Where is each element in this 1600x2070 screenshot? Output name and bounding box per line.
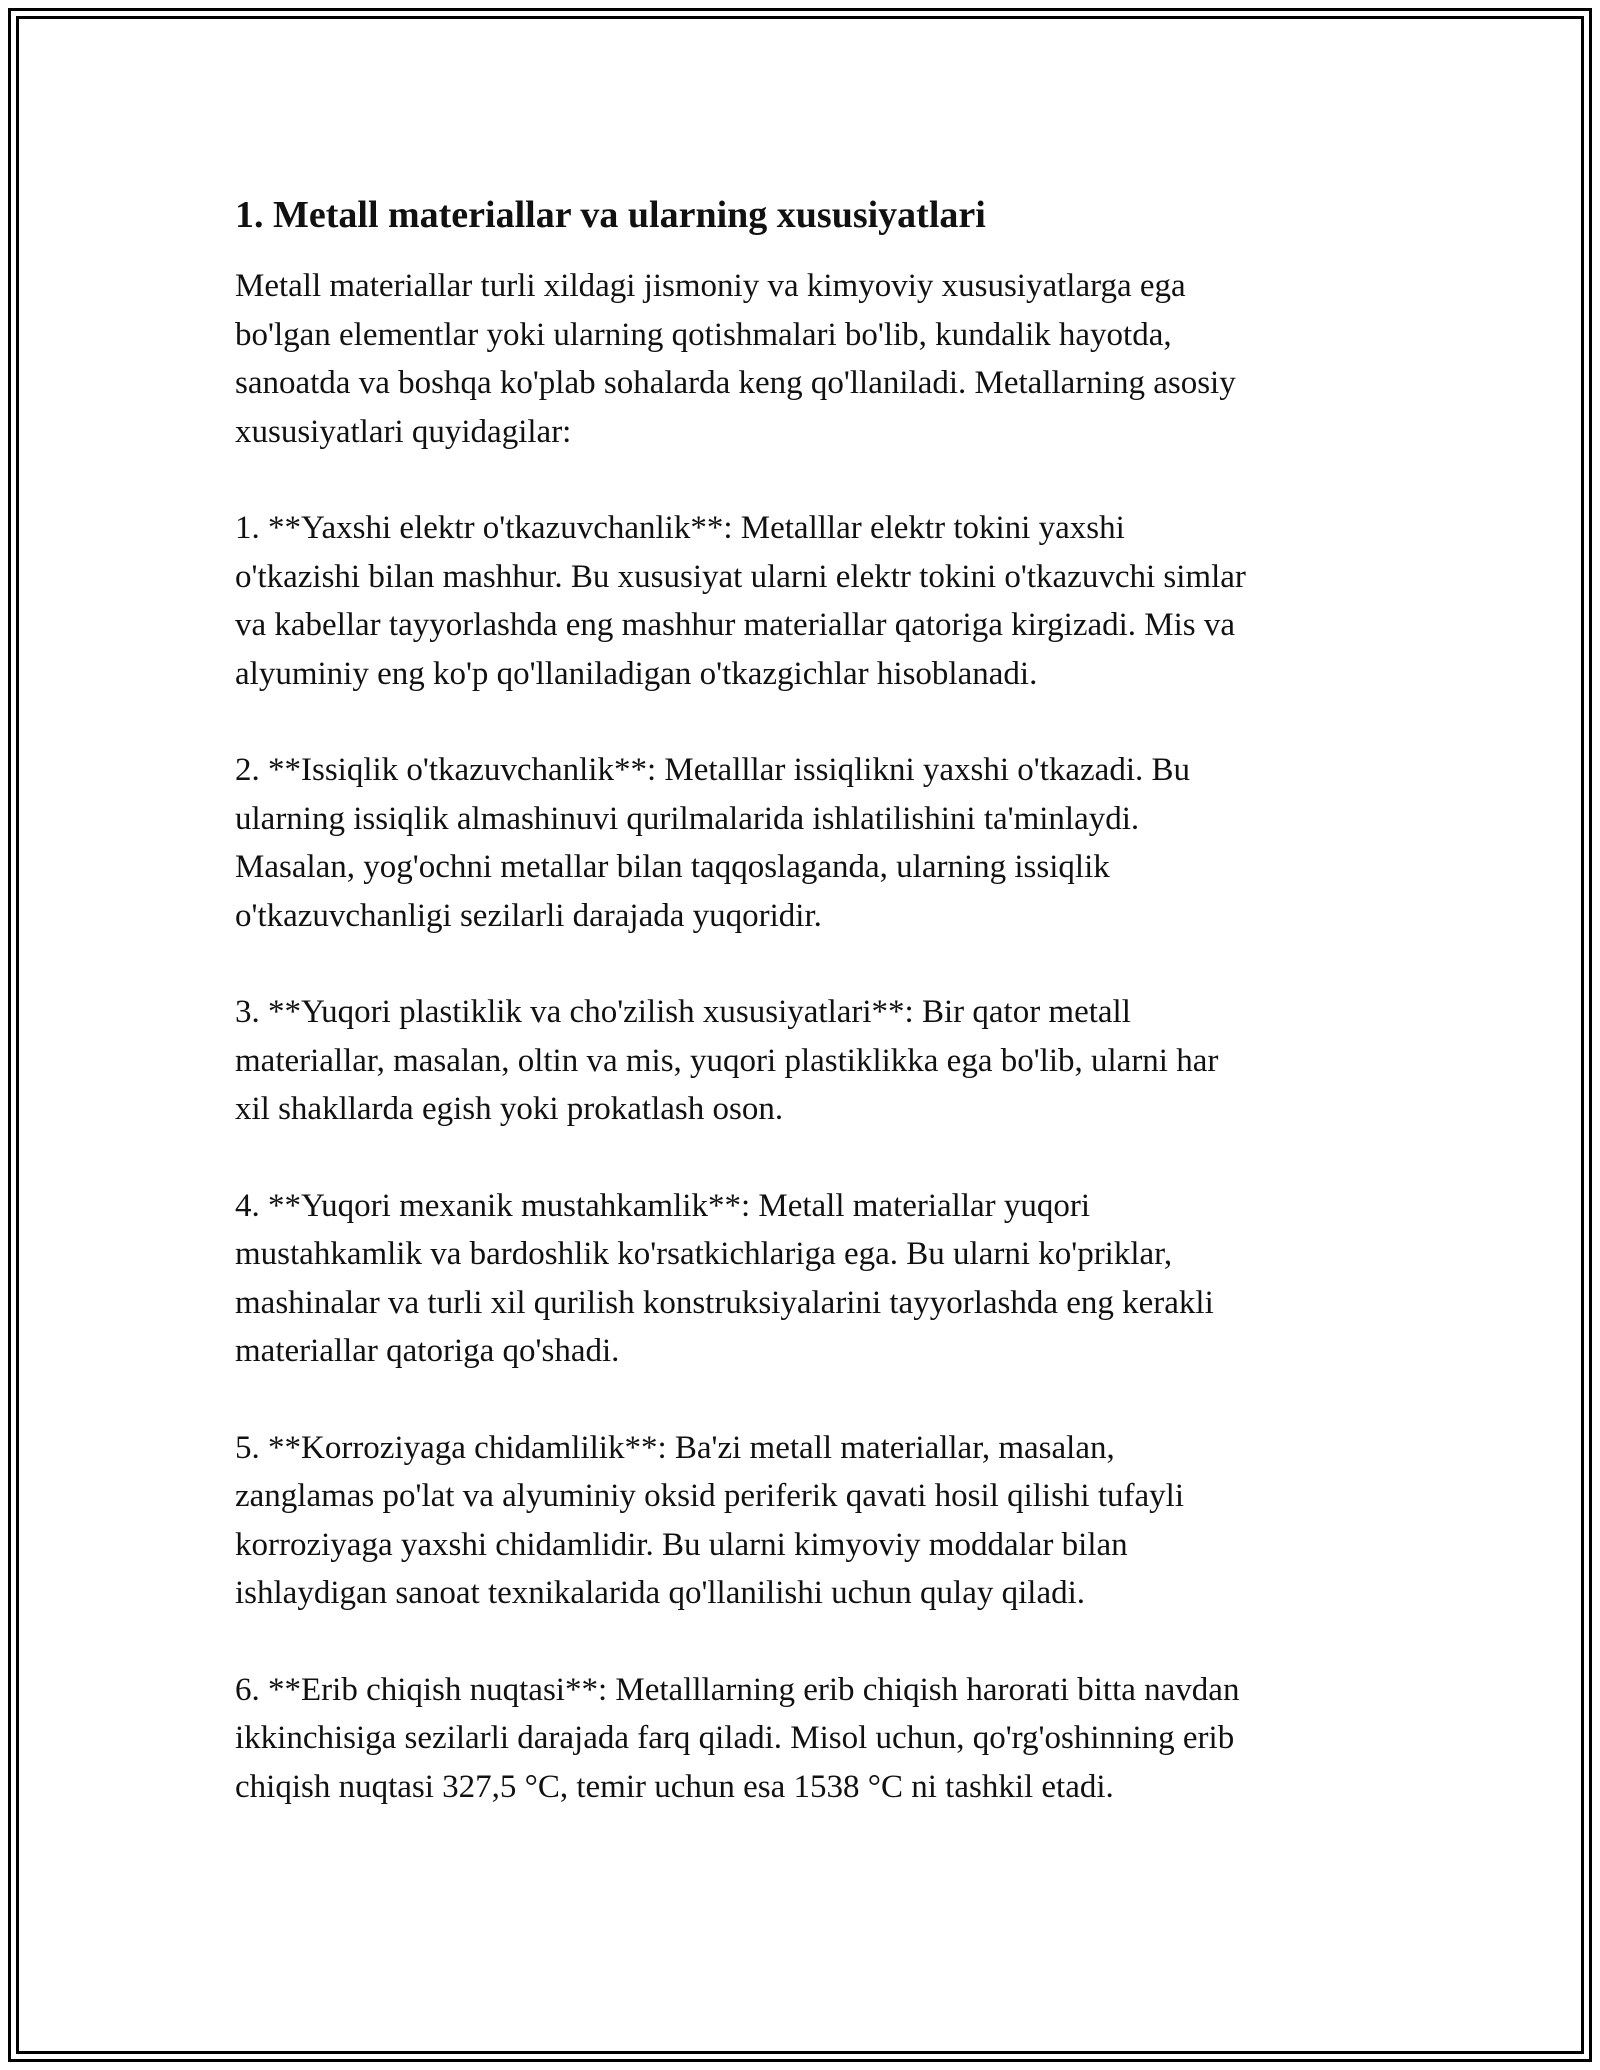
- property-plasticity: 3. **Yuqori plastiklik va cho'zilish xususiyatlari**: Bir qator metall materiallar, masalan, oltin va mis, yuqori plastiklikka ega bo'lib, ularni har xil shakllarda egish yoki prokatlash oson.: [235, 994, 1219, 1127]
- property-melting-point: 6. **Erib chiqish nuqtasi**: Metalllarning erib chiqish harorati bitta navdan ikkinchisiga sezilarli darajada farq qiladi. Misol uchun, qo'rg'oshinning erib chiqish nuqtasi 327,5 °C, temir uchun esa 1538 °C ni tashkil etadi.: [235, 1671, 1240, 1805]
- intro-paragraph: Metall materiallar turli xildagi jismoniy va kimyoviy xususiyatlarga ega bo'lgan elementlar yoki ularning qotishmalari bo'lib, kundalik hayotda, sanoatda va boshqa ko'plab sohalarda keng qo'llaniladi. Metallarning asosiy xususiyatlari quyidagilar:: [235, 268, 1236, 450]
- property-thermal-conductivity: 2. **Issiqlik o'tkazuvchanlik**: Metalllar issiqlikni yaxshi o'tkazadi. Bu ularning issiqlik almashinuvi qurilmalarida ishlatilishini ta'minlaydi. Masalan, yog'ochni metallar bilan taqqoslaganda, ularning issiqlik o'tkazuvchanligi sezilarli darajada yuqoridir.: [235, 752, 1191, 934]
- property-mechanical-strength: 4. **Yuqori mexanik mustahkamlik**: Metall materiallar yuqori mustahkamlik va bardoshlik ko'rsatkichlariga ega. Bu ularni ko'priklar, mashinalar va turli xil qurilish konstruksiyalarini tayyorlashda eng kerakli materiallar qatoriga qo'shadi.: [235, 1187, 1214, 1369]
- property-corrosion-resistance: 5. **Korroziyaga chidamlilik**: Ba'zi metall materiallar, masalan, zanglamas po'lat va alyuminiy oksid periferik qavati hosil qilishi tufayli korroziyaga yaxshi chidamlidir. Bu ularni kimyoviy moddalar bilan ishlaydigan sanoat texnikalarida qo'llanilishi uchun qulay qiladi.: [235, 1429, 1184, 1611]
- document-title: 1. Metall materiallar va ularning xususiyatlari: [235, 194, 986, 236]
- document-body: [235, 190, 1365, 1859]
- property-electrical-conductivity: 1. **Yaxshi elektr o'tkazuvchanlik**: Metalllar elektr tokini yaxshi o'tkazishi bilan mashhur. Bu xususiyat ularni elektr tokini o'tkazuvchi simlar va kabellar tayyorlashda eng mashhur materiallar qatoriga kirgizadi. Mis va alyuminiy eng ko'p qo'llaniladigan o'tkazgichlar hisoblanadi.: [235, 510, 1246, 692]
